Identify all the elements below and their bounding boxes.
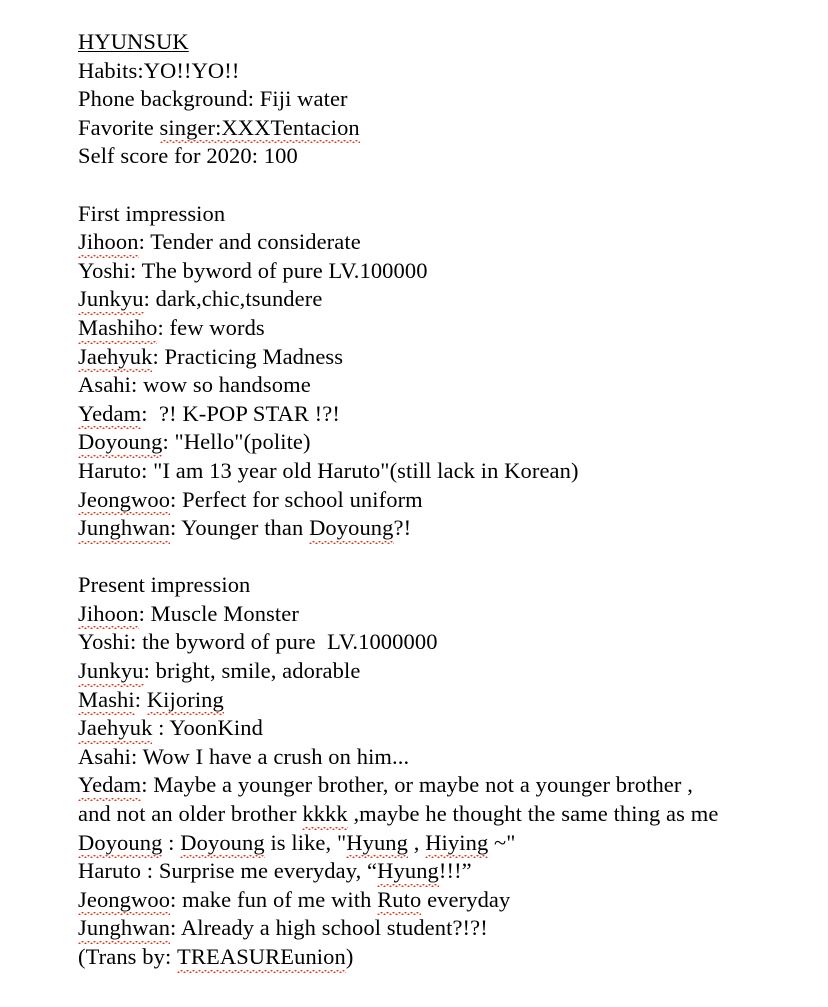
spellcheck-word: Yedam [78, 400, 141, 429]
document-line: Habits:YO!!YO!! [78, 57, 240, 83]
document-line: HYUNSUK [78, 29, 189, 54]
spellcheck-word: Hyung [377, 857, 439, 886]
document-line: Asahi: wow so handsome [78, 372, 311, 398]
spellcheck-word: Hiying [425, 829, 488, 858]
document-line: First impression [78, 200, 226, 226]
spellcheck-word: Jihoon [78, 600, 139, 629]
document-line: Present impression [78, 572, 251, 598]
document-line: Doyoung: "Hello"(polite) [78, 428, 788, 457]
spellcheck-word: Hyung [346, 829, 408, 858]
document-line: Junkyu: bright, smile, adorable [78, 657, 788, 686]
spellcheck-word: Doyoung [180, 829, 264, 858]
document-line: Doyoung : Doyoung is like, "Hyung , Hiying ~" [78, 829, 788, 858]
document-line: Mashi: Kijoring [78, 686, 788, 715]
document-line: and not an older brother kkkk ,maybe he thought the same thing as me [78, 800, 788, 829]
spellcheck-word: Ruto [377, 886, 421, 915]
document-line: Yedam: Maybe a younger brother, or maybe not a younger brother , [78, 771, 788, 800]
spellcheck-word: Mashiho [78, 314, 157, 343]
document-line: Jeongwoo: make fun of me with Ruto everyday [78, 886, 788, 915]
spellcheck-word: Yedam [78, 771, 141, 800]
document-line: Favorite singer:XXXTentacion [78, 114, 788, 143]
spellcheck-word: Junkyu [78, 285, 144, 314]
spellcheck-word: Jihoon [78, 228, 139, 257]
spellcheck-word: Junkyu [78, 657, 144, 686]
document-line: Yoshi: The byword of pure LV.100000 [78, 257, 428, 283]
document-line: Jaehyuk: Practicing Madness [78, 343, 788, 372]
spellcheck-word: Jeongwoo [78, 486, 170, 515]
document-line: Junghwan: Already a high school student?!?! [78, 914, 788, 943]
document-line: Yedam: ?! K-POP STAR !?! [78, 400, 788, 429]
document-line: Junghwan: Younger than Doyoung?! [78, 514, 788, 543]
spellcheck-word: Jaehyuk [78, 714, 152, 743]
document-line: Jihoon: Muscle Monster [78, 600, 788, 629]
spellcheck-word: Junghwan [78, 514, 170, 543]
spellcheck-word: Jeongwoo [78, 886, 170, 915]
document-line: Asahi: Wow I have a crush on him... [78, 743, 410, 769]
document-line: Phone background: Fiji water [78, 86, 348, 112]
blank-line [78, 543, 788, 572]
document-line: (Trans by: TREASUREunion) [78, 943, 788, 972]
spellcheck-word: kkkk [302, 800, 347, 829]
spellcheck-word: Mashi [78, 686, 135, 715]
document-line: Mashiho: few words [78, 314, 788, 343]
document-line: Jeongwoo: Perfect for school uniform [78, 486, 788, 515]
spellcheck-word: singer:XXXTentacion [160, 114, 360, 143]
document-line: Haruto: "I am 13 year old Haruto"(still lack in Korean) [78, 457, 579, 483]
document-line: Junkyu: dark,chic,tsundere [78, 285, 788, 314]
spellcheck-word: Doyoung [309, 514, 393, 543]
spellcheck-word: TREASUREunion [177, 943, 346, 972]
document-line: Jaehyuk : YoonKind [78, 714, 788, 743]
spellcheck-word: Doyoung [78, 829, 162, 858]
document-line: Self score for 2020: 100 [78, 143, 298, 169]
spellcheck-word: Jaehyuk [78, 343, 152, 372]
document-line: Jihoon: Tender and considerate [78, 228, 788, 257]
spellcheck-word: Junghwan [78, 914, 170, 943]
blank-line [78, 171, 788, 200]
document-line: Yoshi: the byword of pure LV.1000000 [78, 629, 438, 655]
spellcheck-word: Kijoring [147, 686, 224, 715]
document-line: Haruto : Surprise me everyday, “Hyung!!!” [78, 857, 788, 886]
spellcheck-word: Doyoung [78, 428, 162, 457]
document-body [78, 28, 788, 972]
